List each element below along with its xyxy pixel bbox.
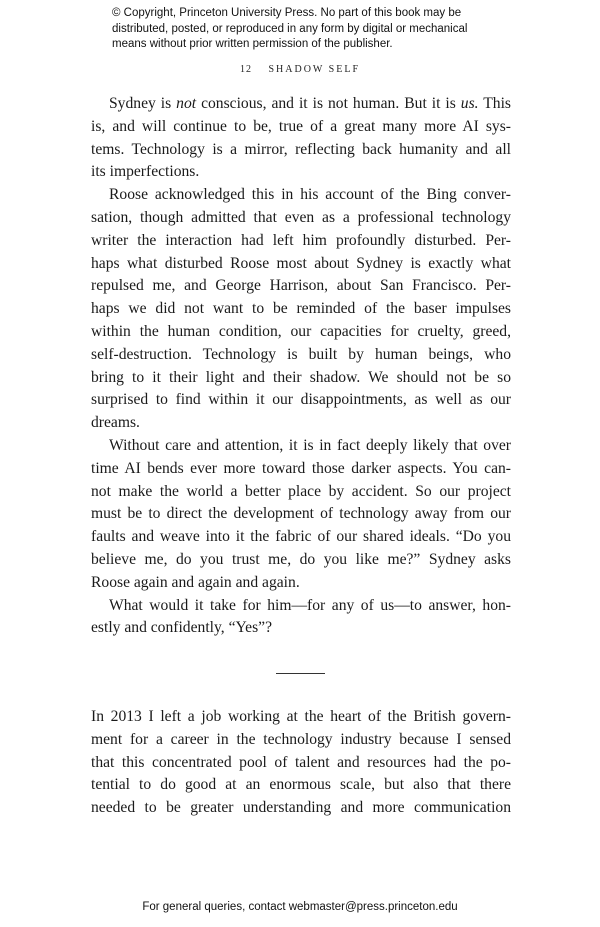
paragraph-line: time AI bends ever more toward those darker aspects. You can- — [91, 459, 511, 477]
paragraph-line: believe me, do you trust me, do you like me?” Sydney asks — [91, 550, 511, 568]
paragraph-line: dreams. — [91, 414, 140, 432]
paragraph-line: ment for a career in the technology industry because I sensed — [91, 730, 511, 748]
paragraph-line: not make the world a better place by accident. So our project — [91, 482, 511, 500]
paragraph-line: haps what disturbed Roose most about Sydney is exactly what — [91, 254, 511, 272]
paragraph-line: In 2013 I left a job working at the heart of the British govern- — [91, 708, 511, 725]
copyright-line: © Copyright, Princeton University Press. No part of this book may be — [112, 7, 462, 19]
paragraph-line: within the human condition, our capacities for cruelty, greed, — [91, 322, 511, 340]
paragraph-line: Without care and attention, it is in fact deeply likely that over — [109, 436, 511, 454]
section-break-rule — [276, 673, 325, 674]
chapter-title: SHADOW SELF — [268, 64, 361, 75]
paragraph-line: tential to do good at an enormous scale, but also that there — [91, 776, 511, 794]
paragraph-sydney — [91, 93, 511, 640]
paragraph-line: faults and weave into it the fabric of our shared ideals. “Do you — [91, 528, 511, 546]
paragraph-line: that this concentrated pool of talent and resources had the po- — [91, 753, 511, 771]
running-head — [0, 64, 600, 75]
paragraph-line: Roose again and again and again. — [91, 573, 300, 591]
paragraph-line: needed to be greater understanding and more communication — [91, 799, 511, 817]
page-number: 12 — [239, 64, 252, 75]
paragraph-line: Roose acknowledged this in his account of the Bing conver- — [109, 186, 511, 204]
copyright-line: distributed, posted, or reproduced in any form by digital or mechanical — [112, 22, 468, 35]
paragraph-line: self-destruction. Technology is built by human beings, who — [91, 345, 511, 363]
paragraph-line: repulsed me, and George Harrison, about San Francisco. Per- — [91, 277, 511, 295]
paragraph-line: estly and confidently, “Yes”? — [91, 619, 273, 637]
footer-contact: For general queries, contact webmaster@press.princeton.edu — [142, 901, 458, 913]
paragraph-line: is, and will continue to be, true of a great many more AI sys- — [91, 117, 511, 135]
paragraph-line: must be to direct the development of technology away from our — [91, 505, 511, 523]
paragraph-line: sation, though admitted that even as a professional technology — [91, 208, 511, 226]
paragraph-line: tems. Technology is a mirror, reflecting back humanity and all — [91, 140, 511, 158]
paragraph-line: surprised to find within it our disappointments, as well as our — [91, 391, 511, 409]
copyright-line: means without prior written permission of the publisher. — [112, 38, 393, 50]
paragraph-line: haps we did not want to be reminded of the baser impulses — [91, 300, 511, 318]
paragraph-line: What would it take for him—for any of us—to answer, hon- — [109, 596, 511, 614]
paragraph-line: bring to it their light and their shadow. We should not be so — [91, 368, 511, 386]
copyright-notice — [112, 6, 502, 53]
paragraph-line: Sydney is not conscious, and it is not human. But it is us. This — [109, 95, 511, 112]
paragraph-line: writer the interaction had left him profoundly disturbed. Per- — [91, 231, 511, 249]
paragraph-new-section — [91, 706, 511, 820]
paragraph-line: its imperfections. — [91, 163, 200, 181]
